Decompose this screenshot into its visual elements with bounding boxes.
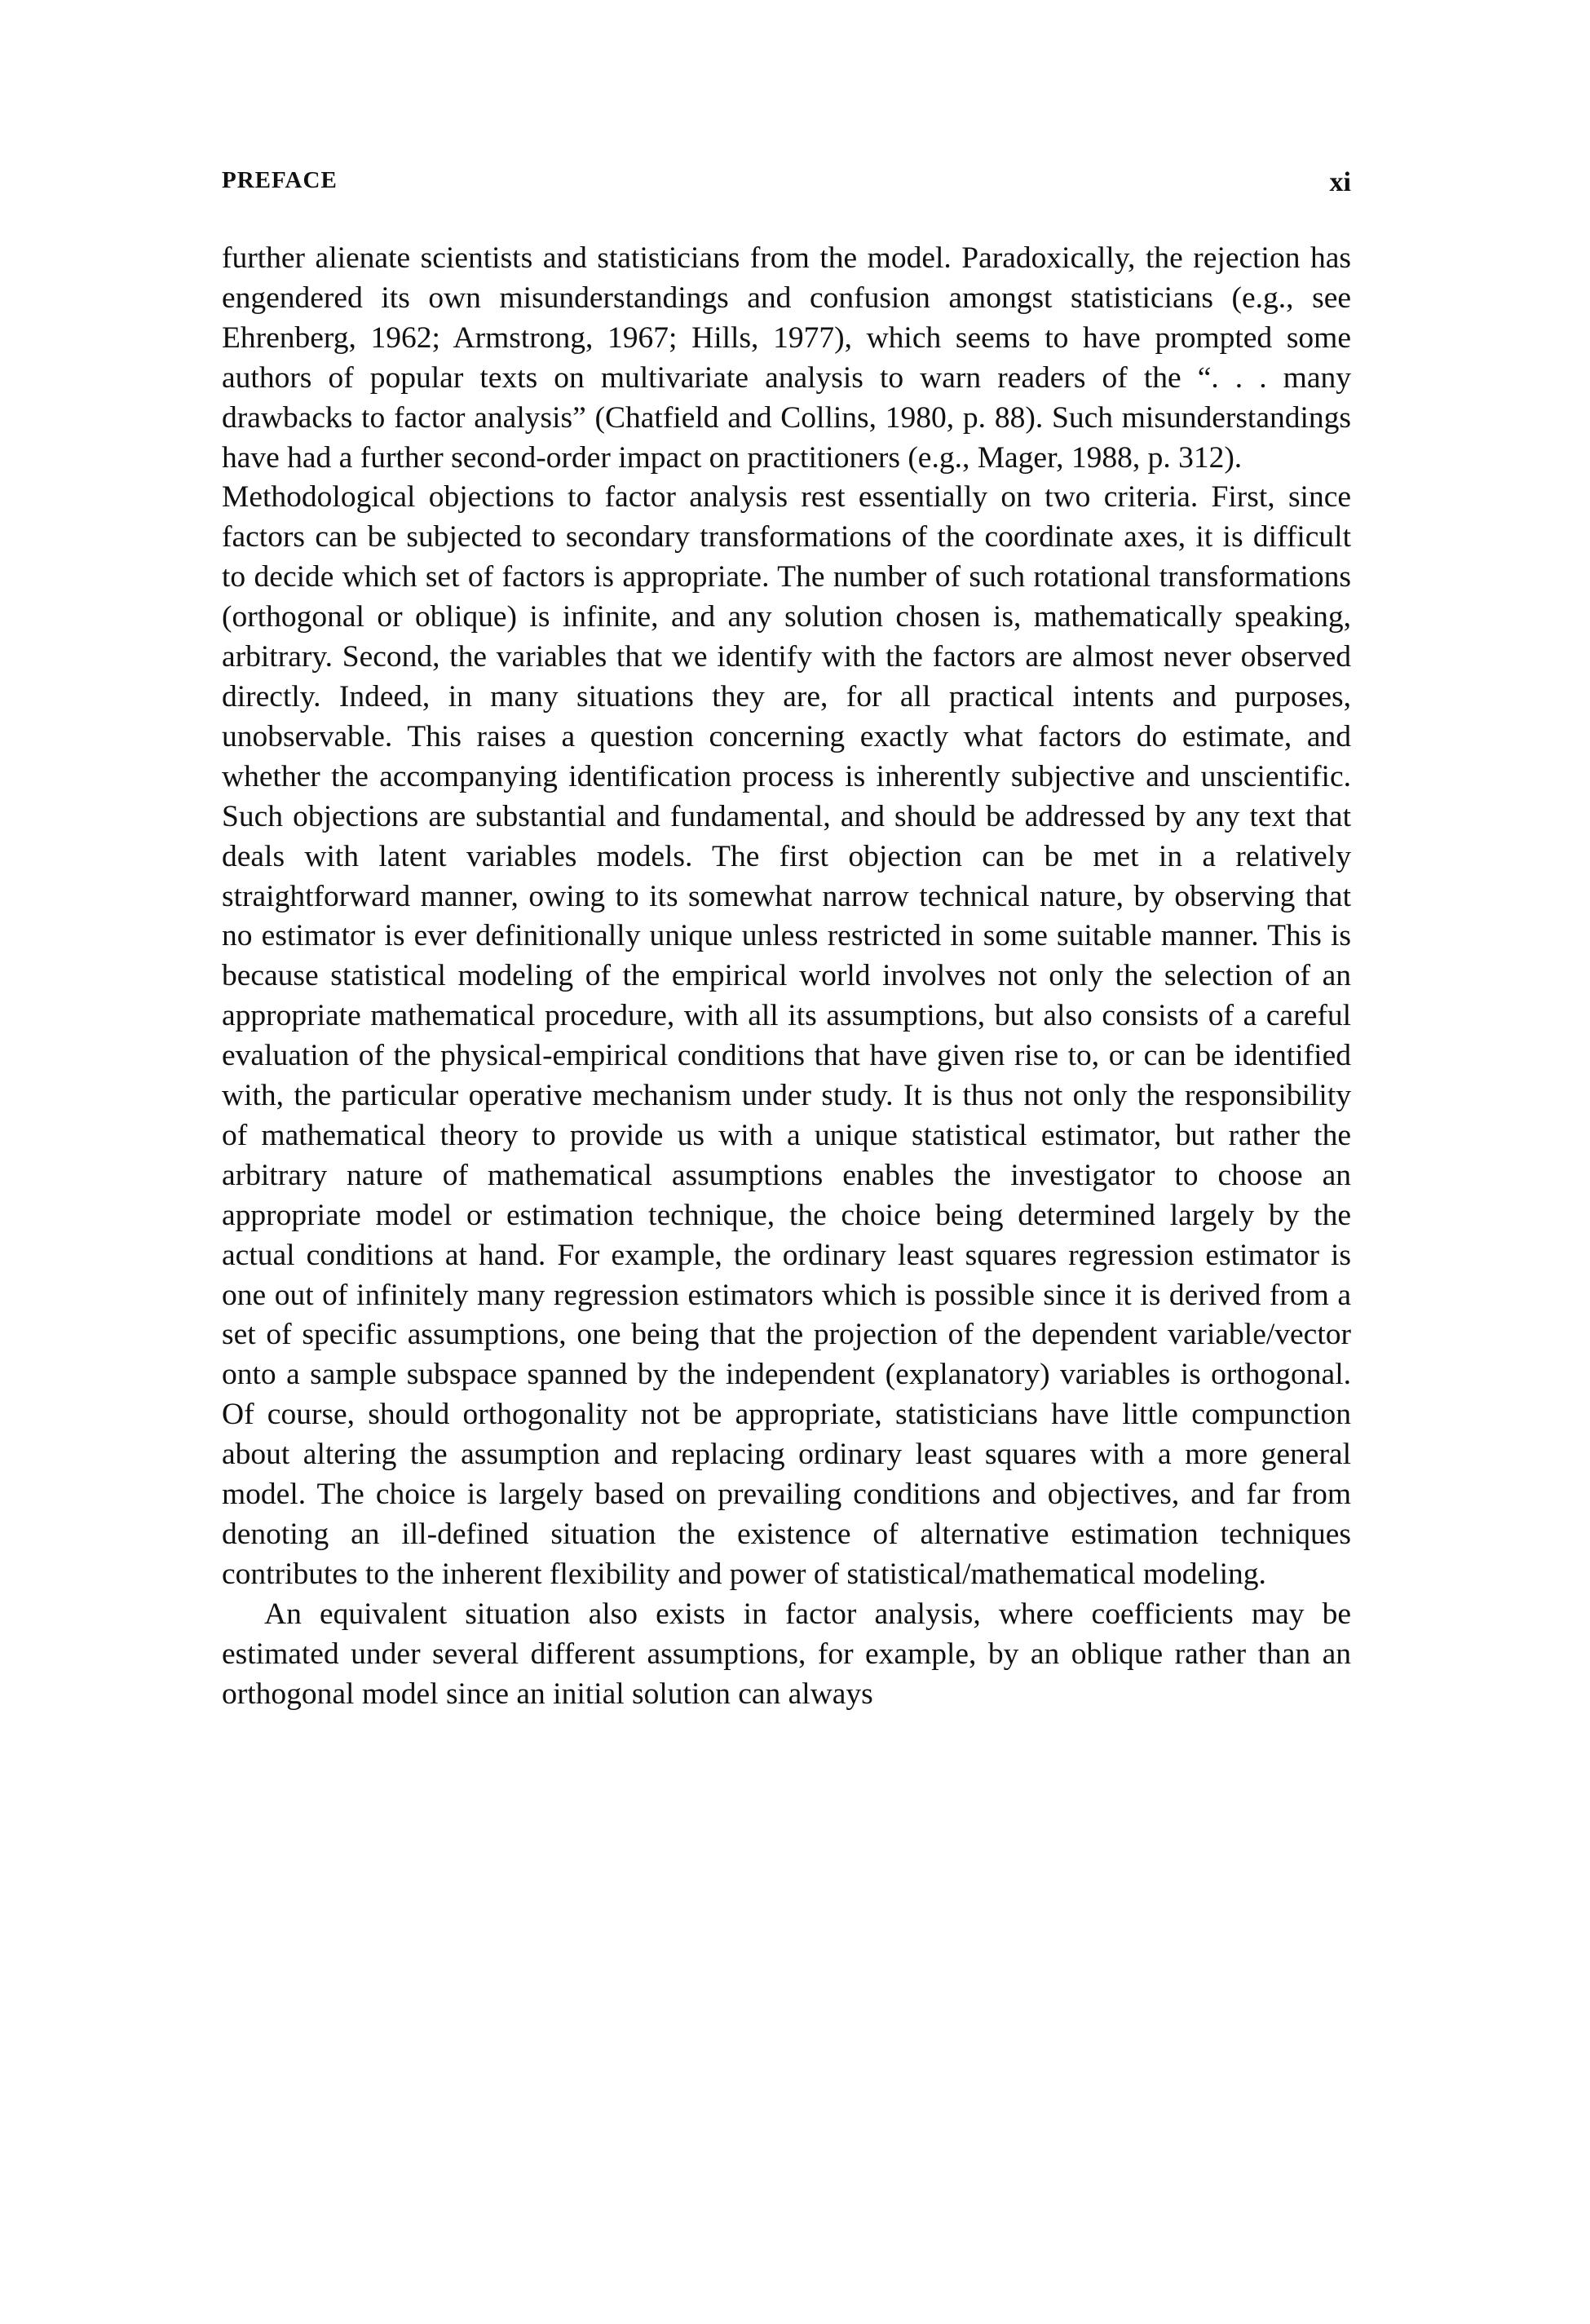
paragraph-continued: further alienate scientists and statisticians from the model. Paradoxically, the rejection has engendered its own misunderstandings and confusion amongst statisticians (e.g., see Ehrenberg, 1962; Armstrong, 1967; Hills, 1977), which seems to have prompted some authors of popular texts on multivariate analysis to warn readers of the “. . . many drawbacks to factor analysis” (Chatfield and Collins, 1980, p. 88). Such misunderstandings have had a further second-order impact on practitioners (e.g., Mager, 1988, p. 312). [222,241,1351,475]
body-text [222,239,1351,1715]
paragraph-equivalent-situation: An equivalent situation also exists in factor analysis, where coefficients may be estimated under several different assumptions, for example, by an oblique rather than an orthogonal model since an initial solution can always [222,1597,1351,1711]
section-title: PREFACE [222,167,338,193]
page-number: xi [1329,167,1351,197]
book-page [222,0,1351,2324]
running-head [222,167,1351,200]
paragraph-methodological-objections: Methodological objections to factor analysis rest essentially on two criteria. First, since factors can be subjected to secondary transformations of the coordinate axes, it is difficult to decide which set of factors is appropriate. The number of such rotational transformations (orthogonal or oblique) is infinite, and any solution chosen is, mathematically speaking, arbitrary. Second, the variables that we identify with the factors are almost never observed directly. Indeed, in many situations they are, for all practical intents and purposes, unobservable. This raises a question concerning exactly what factors do estimate, and whether the accompanying identification process is inherently subjective and unscientific. Such objections are substantial and fundamental, and should be addressed by any text that deals with latent variables models. The first objection can be met in a relatively straightforward manner, owing to its somewhat narrow technical nature, by observing that no estimator is ever definitionally unique unless restricted in some suitable manner. This is because statistical modeling of the empirical world involves not only the selection of an appropriate mathematical procedure, with all its assumptions, but also consists of a careful evaluation of the physical-empirical conditions that have given rise to, or can be identified with, the particular operative mechanism under study. It is thus not only the responsibility of mathematical theory to provide us with a unique statistical estimator, but rather the arbitrary nature of mathematical assumptions enables the investigator to choose an appropriate model or estimation technique, the choice being determined largely by the actual conditions at hand. For example, the ordinary least squares regression estimator is one out of infinitely many regression estimators which is possible since it is derived from a set of specific assumptions, one being that the projection of the dependent variable/vector onto a sample subspace spanned by the independent (explanatory) variables is orthogonal. Of course, should orthogonality not be appropriate, statisticians have little compunction about altering the assumption and replacing ordinary least squares with a more general model. The choice is largely based on prevailing conditions and objectives, and far from denoting an ill-defined situation the existence of alternative estimation techniques contributes to the inherent flexibility and power of statistical/mathematical modeling. [222,480,1351,1591]
